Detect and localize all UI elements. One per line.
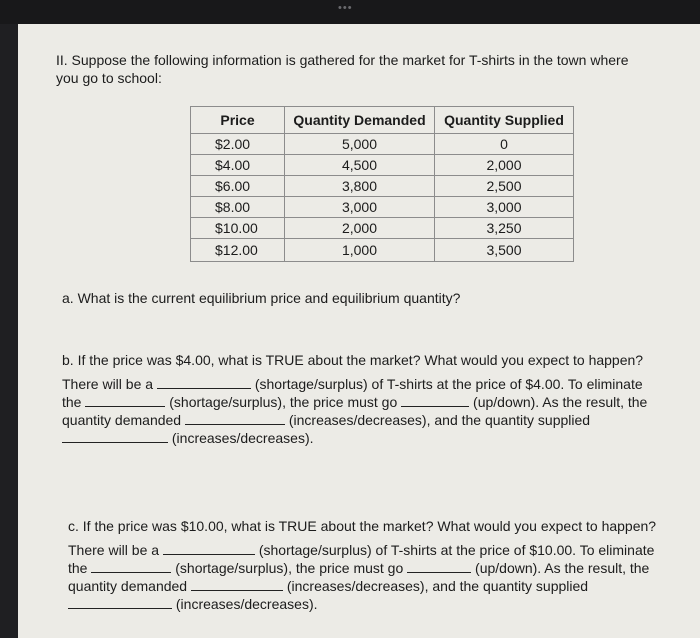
part-b-blank-quantity-demanded[interactable]	[185, 412, 285, 425]
part-b-blank-shortage-surplus[interactable]	[157, 376, 251, 389]
part-b-blank-up-down[interactable]	[401, 394, 469, 407]
price-cell: $10.00	[191, 218, 285, 239]
part-b-l1-pre: There will be a	[62, 376, 154, 392]
table-row	[191, 218, 574, 239]
part-b-question: b. If the price was $4.00, what is TRUE about the market? What would you expect to happen?	[62, 352, 644, 368]
table-row	[191, 155, 574, 176]
qs-cell: 2,000	[435, 155, 574, 176]
question-intro-line-2: you go to school:	[56, 70, 162, 86]
part-b-blank-the[interactable]	[85, 394, 165, 407]
part-b-line-1	[62, 376, 643, 392]
part-c-l4-post: (increases/decreases).	[175, 596, 318, 612]
qd-cell: 2,000	[285, 218, 435, 239]
part-c-line-3	[68, 578, 588, 594]
part-c-l1-post: (shortage/surplus) of T-shirts at the price of $10.00. To eliminate	[258, 542, 655, 558]
qd-cell: 5,000	[285, 134, 435, 155]
part-c-blank-up-down[interactable]	[407, 560, 471, 573]
header-price: Price	[191, 107, 285, 134]
part-b-l3-post: (increases/decreases), and the quantity supplied	[288, 412, 591, 428]
qs-cell: 0	[435, 134, 574, 155]
part-c-l3-pre: quantity demanded	[68, 578, 188, 594]
part-c-l2-mid: (shortage/surplus), the price must go	[175, 560, 404, 576]
more-dots-icon: •••	[338, 2, 353, 14]
question-intro-line-1: II. Suppose the following information is gathered for the market for T-shirts in the town where	[56, 52, 629, 68]
part-b-blank-quantity-supplied[interactable]	[62, 430, 168, 443]
part-a-question: a. What is the current equilibrium price and equilibrium quantity?	[62, 290, 461, 306]
part-c-line-1	[68, 542, 654, 558]
part-b-l2-mid: (shortage/surplus), the price must go	[169, 394, 398, 410]
table-row	[191, 176, 574, 197]
price-cell: $2.00	[191, 134, 285, 155]
worksheet-page	[18, 24, 700, 638]
part-c-l3-post: (increases/decreases), and the quantity supplied	[286, 578, 589, 594]
part-c-l2-post: (up/down). As the result, the	[475, 560, 650, 576]
part-b-l2-post: (up/down). As the result, the	[473, 394, 648, 410]
table-row	[191, 239, 574, 262]
part-c-blank-shortage-surplus[interactable]	[163, 542, 255, 555]
table-row	[191, 134, 574, 155]
qs-cell: 3,250	[435, 218, 574, 239]
part-b-l4-post: (increases/decreases).	[171, 430, 314, 446]
part-c-line-4	[68, 596, 318, 612]
part-b-line-4	[62, 430, 314, 446]
price-cell: $12.00	[191, 239, 285, 262]
part-c-line-2	[68, 560, 649, 576]
part-b-l3-pre: quantity demanded	[62, 412, 182, 428]
qd-cell: 1,000	[285, 239, 435, 262]
top-bar	[0, 0, 700, 24]
header-quantity-demanded: Quantity Demanded	[285, 107, 435, 134]
table-header-row	[191, 107, 574, 134]
qd-cell: 3,800	[285, 176, 435, 197]
part-b-l1-post: (shortage/surplus) of T-shirts at the price of $4.00. To eliminate	[254, 376, 643, 392]
part-c-blank-the[interactable]	[91, 560, 171, 573]
qs-cell: 2,500	[435, 176, 574, 197]
market-table	[190, 106, 574, 262]
qd-cell: 3,000	[285, 197, 435, 218]
part-c-blank-quantity-supplied[interactable]	[68, 596, 172, 609]
part-b-l2-pre: the	[62, 394, 82, 410]
part-c-question: c. If the price was $10.00, what is TRUE about the market? What would you expect to happen?	[68, 518, 657, 534]
part-c-l1-pre: There will be a	[68, 542, 160, 558]
qs-cell: 3,000	[435, 197, 574, 218]
table-row	[191, 197, 574, 218]
part-b-line-2	[62, 394, 647, 410]
part-c-l2-pre: the	[68, 560, 88, 576]
price-cell: $4.00	[191, 155, 285, 176]
qs-cell: 3,500	[435, 239, 574, 262]
part-c-blank-quantity-demanded[interactable]	[191, 578, 283, 591]
price-cell: $8.00	[191, 197, 285, 218]
qd-cell: 4,500	[285, 155, 435, 176]
header-quantity-supplied: Quantity Supplied	[435, 107, 574, 134]
price-cell: $6.00	[191, 176, 285, 197]
part-b-line-3	[62, 412, 590, 428]
